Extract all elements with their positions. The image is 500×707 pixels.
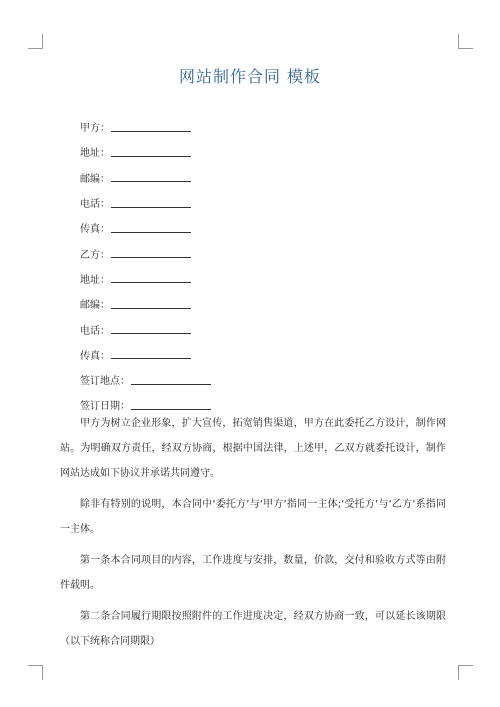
blank-line [111, 198, 191, 208]
field-label: 甲方： [80, 123, 110, 135]
field-label: 地址： [80, 274, 110, 286]
field-party-b-address [80, 266, 211, 291]
field-party-b-phone [80, 316, 211, 341]
blank-line [111, 172, 191, 182]
paragraph-preamble: 甲方为树立企业形象，扩大宣传，拓宽销售渠道，甲方在此委托乙方设计，制作网站。为明确双方责任，经双方协商，根据中国法律，上述甲，乙双方就委托设计，制作网站达成如下协议并承诺共同遵守。 [60, 418, 446, 479]
blank-line [111, 349, 191, 359]
crop-mark-top-right [458, 34, 473, 49]
field-label: 邮编： [80, 173, 110, 185]
contract-body [60, 411, 446, 660]
paragraph-article-1: 第一条本合同项目的内容，工作进度与安排，数量，价款，交付和验收方式等由附件载明。 [60, 555, 446, 591]
blank-line [131, 400, 211, 410]
field-party-a [80, 114, 211, 139]
party-info-fields [80, 114, 211, 418]
field-party-b-postcode [80, 291, 211, 316]
field-label: 签订地点： [80, 376, 130, 388]
field-label: 乙方： [80, 249, 110, 261]
field-party-a-phone [80, 190, 211, 215]
field-label: 传真： [80, 224, 110, 236]
field-label: 电话： [80, 325, 110, 337]
paragraph-article-2: 第二条合同履行期限按照附件的工作进度决定，经双方协商一致，可以延长该期限（以下统称合同期限） [60, 611, 446, 647]
field-party-a-address [80, 139, 211, 164]
field-label: 电话： [80, 199, 110, 211]
field-party-a-fax [80, 215, 211, 240]
blank-line [111, 324, 191, 334]
crop-mark-bottom-right [458, 665, 473, 680]
crop-mark-top-left [28, 34, 43, 49]
blank-line [111, 147, 191, 157]
field-label: 邮编： [80, 300, 110, 312]
field-label: 地址： [80, 148, 110, 160]
field-label: 签订日期： [80, 401, 130, 413]
field-party-b [80, 240, 211, 265]
field-signing-place [80, 367, 211, 392]
blank-line [111, 248, 191, 258]
blank-line [131, 375, 211, 385]
field-party-a-postcode [80, 165, 211, 190]
blank-line [111, 273, 191, 283]
document-title: 网站制作合同 模板 [178, 67, 322, 86]
blank-line [111, 122, 191, 132]
crop-mark-bottom-left [28, 665, 43, 680]
paragraph-definitions: 除非有特别的说明，本合同中‘委托方’与‘甲方’指同一主体;‘受托方’与‘乙方’系指同一主体。 [60, 499, 446, 535]
field-party-b-fax [80, 342, 211, 367]
blank-line [111, 223, 191, 233]
blank-line [111, 299, 191, 309]
field-label: 传真： [80, 350, 110, 362]
